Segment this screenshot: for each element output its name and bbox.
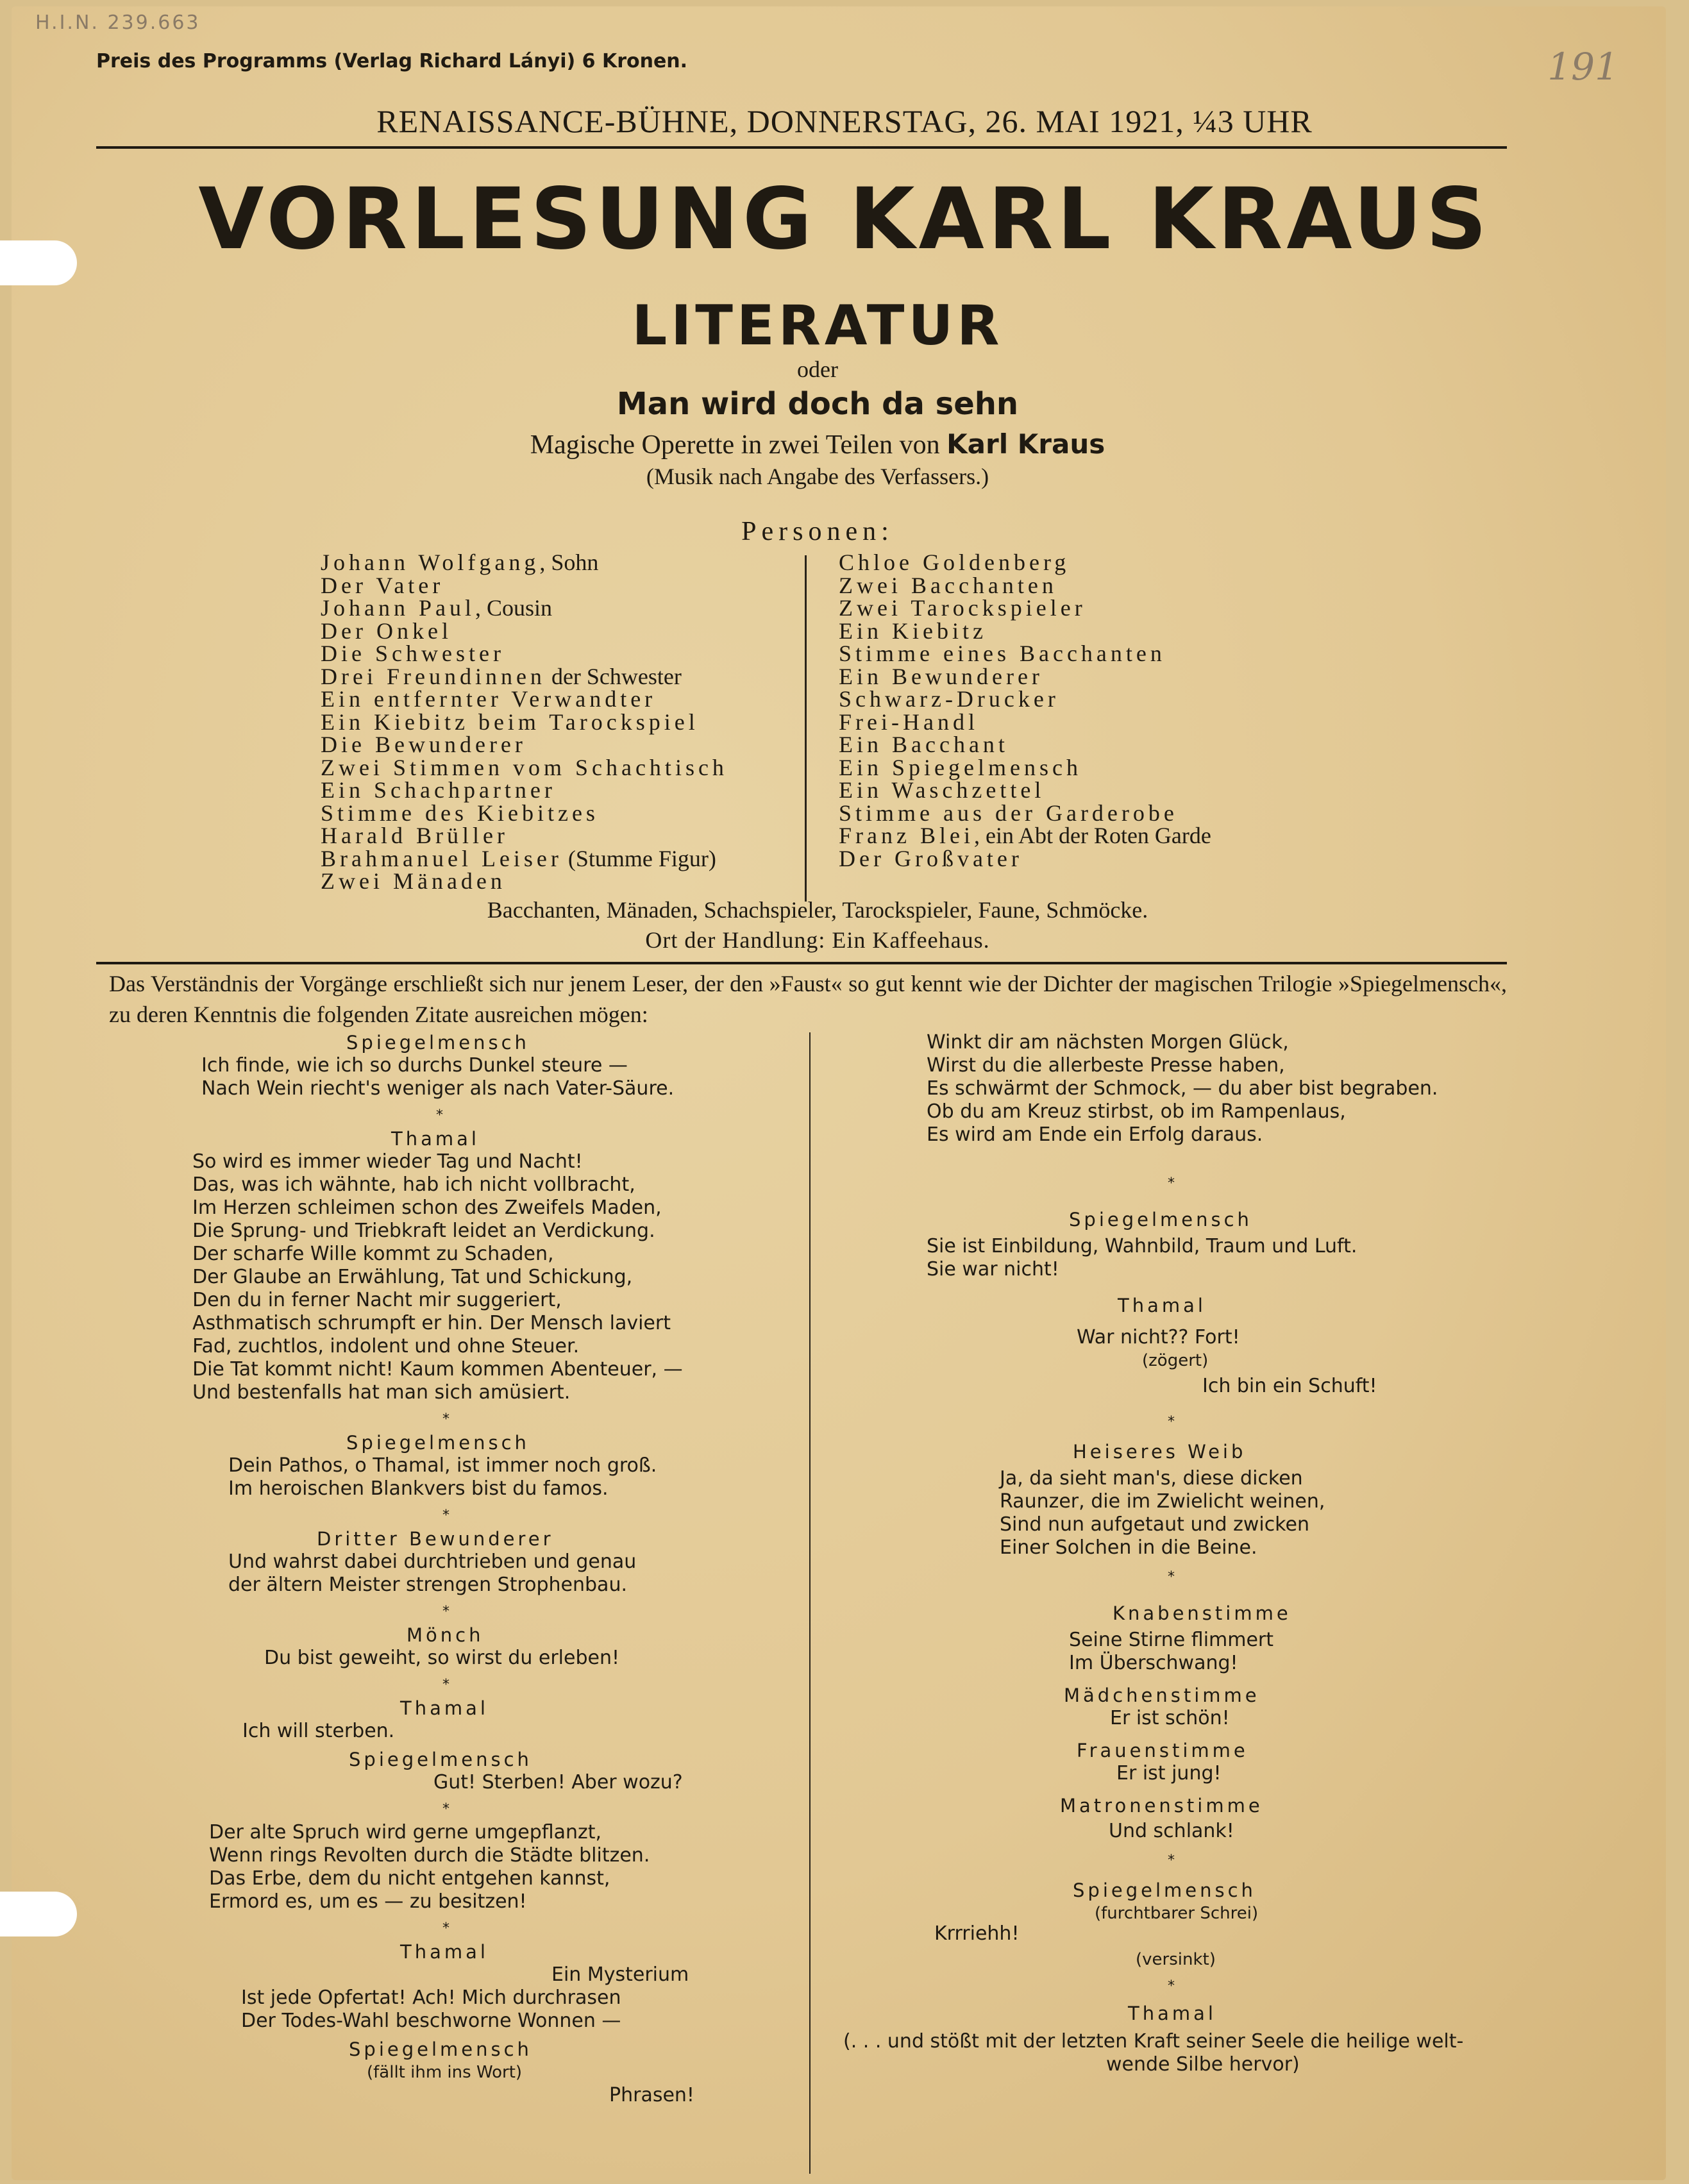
verse-line: Ich bin ein Schuft! [1202,1375,1377,1397]
star-separator: * [442,1801,450,1817]
verse-line: Ermord es, um es — zu besitzen! [209,1890,527,1913]
intro-paragraph: Das Verständnis der Vorgänge erschließt sich nur jenem Leser, der den »Faust« so gut kennt wie der Dichter der magischen Trilogie »Spiegelmensch«, zu deren Kenntnis die folgenden Zitate ausreichen mögen: [109,971,1507,1027]
cast-member [839,845,1211,871]
verse-fragment: wende Silbe hervor) [1106,2053,1300,2076]
column-divider [809,1032,811,2174]
cast-member-name: Stimme des Kiebitzes [321,800,599,826]
speaker: Thamal [1118,1295,1206,1316]
verse-line: Der scharfe Wille kommt zu Schaden, [192,1243,554,1265]
price-line: Preis des Programms (Verlag Richard Lányi) 6 Kronen. [96,50,688,72]
cast-member [839,688,1211,711]
cast-member [321,825,728,848]
stage-direction: (furchtbarer Schrei) [1095,1904,1259,1923]
cast-member-name: Der Großvater [839,845,1023,871]
verse-line: Das, was ich wähnte, hab ich nicht vollbracht, [192,1173,635,1196]
stage-direction: (versinkt) [1136,1950,1216,1969]
cast-member-name: Ein Bacchant [839,732,1009,757]
verse-line: Wenn rings Revolten durch die Städte blitzen. [209,1844,650,1867]
verse-line: Im heroischen Blankvers bist du famos. [228,1477,609,1500]
speaker: Spiegelmensch [1073,1879,1256,1901]
cast-member-name: Ein entfernter Verwandter [321,686,657,712]
verse-line: der ältern Meister strengen Strophenbau. [228,1574,627,1596]
verse-line: Ein Mysterium [551,1963,689,1986]
cast-member [321,663,728,689]
cast-divider [805,555,807,902]
cast-member [321,688,728,711]
star-separator: * [442,1508,450,1524]
stage-direction: (. . . und stößt mit der letzten Kraft seiner Seele die heilige welt- [843,2030,1464,2053]
venue-line: RENAISSANCE-BÜHNE, DONNERSTAG, 26. MAI 1921, ¼3 UHR [376,103,1313,139]
cast-member [321,597,728,620]
binder-hole [0,1892,77,1936]
star-separator: * [442,1411,450,1427]
cast-member [321,870,728,893]
speaker: Spiegelmensch [1069,1209,1252,1231]
verse-line: Dein Pathos, o Thamal, ist immer noch groß. [228,1454,657,1477]
cast-member [321,734,728,757]
cast-member-name: Schwarz-Drucker [839,686,1059,712]
verse-line: Du bist geweiht, so wirst du erleben! [264,1647,620,1669]
verse-line: Er ist schön! [1110,1707,1230,1729]
verse-line: Fad, zuchtlos, indolent und ohne Steuer. [192,1335,580,1357]
main-title: VORLESUNG KARL KRAUS [198,170,1491,269]
cast-member [321,711,728,734]
speaker: Knabenstimme [1113,1602,1291,1624]
cast-member [839,779,1211,802]
cast-member-name: Drei Freundinnen [321,663,546,689]
stage-direction: (zögert) [1142,1351,1209,1370]
cast-member-name: Zwei Tarockspieler [839,595,1086,621]
verse-line: Und bestenfalls hat man sich amüsiert. [192,1381,571,1404]
work-title: LITERATUR [632,294,1004,358]
music-note: (Musik nach Angabe des Verfassers.) [646,464,989,489]
verse-line: Ich finde, wie ich so durchs Dunkel steure — [201,1054,628,1077]
verse-line: Er ist jung! [1116,1762,1222,1785]
verse-line: Es wird am Ende ein Erfolg daraus. [927,1123,1263,1146]
speaker: Matronenstimme [1060,1795,1263,1817]
verse-fragment: Phrasen! [609,2084,694,2106]
cast-member [839,663,1211,689]
verse-line: Der Glaube an Erwählung, Tat und Schickung, [192,1266,633,1288]
verse-line: Ja, da sieht man's, diese dicken [1000,1467,1303,1490]
cast-member-name: Der Vater [321,572,444,598]
right-column [843,1031,1464,2076]
verse-line: Ich will sterben. [242,1720,395,1742]
star-separator: * [1168,1569,1175,1585]
cast-member [321,572,728,598]
top-rule [96,146,1507,149]
binder-hole [0,240,77,285]
speaker: Spiegelmensch [346,1432,530,1454]
verse-line: Den du in ferner Nacht mir suggeriert, [192,1289,562,1311]
cast-member-note: , Cousin [475,595,553,621]
star-separator: * [1168,1852,1175,1869]
verse-line: Und schlank! [1109,1820,1234,1842]
verse-line: Asthmatisch schrumpft er hin. Der Mensch laviert [192,1312,671,1334]
middle-rule [96,962,1507,964]
cast-member [321,617,728,644]
cast-member [839,754,1211,780]
personen-heading: Personen: [741,517,894,546]
star-separator: * [442,1920,450,1936]
cast-member-name: Johann Paul [321,595,475,621]
cast-member-name: Frei-Handl [839,709,979,735]
verse-line: Ob du am Kreuz stirbst, ob im Rampenlaus, [927,1100,1346,1123]
genre-text: Magische Operette in zwei Teilen von [530,430,940,460]
cast-list-right [839,551,1211,870]
place-line: Ort der Handlung: Ein Kaffeehaus. [645,927,990,953]
cast-member [839,734,1211,757]
cast-member-name: Stimme eines Bacchanten [839,641,1166,666]
cast-member-name: Ein Waschzettel [839,777,1045,803]
cast-member-name: Harald Brüller [321,823,508,848]
verse-line: Winkt dir am nächsten Morgen Glück, [927,1031,1289,1054]
extras-line: Bacchanten, Mänaden, Schachspieler, Tarockspieler, Faune, Schmöcke. [487,897,1148,923]
speaker: Spiegelmensch [346,1032,530,1054]
cast-member [839,711,1211,734]
speaker: Dritter Bewunderer [317,1528,554,1550]
verse-line: Es schwärmt der Schmock, — du aber bist begraben. [927,1077,1438,1100]
cast-member-name: Brahmanuel Leiser [321,845,562,871]
star-separator: * [1168,1414,1175,1430]
cast-member-name: Ein Spiegelmensch [839,754,1082,780]
cast-member-note: der Schwester [545,663,682,689]
cast-member-note: , ein Abt der Roten Garde [973,823,1211,848]
verse-line: Einer Solchen in die Beine. [1000,1536,1257,1559]
speaker: Spiegelmensch [349,2038,532,2060]
cast-member [839,551,1211,575]
subtitle: Man wird doch da sehn [616,386,1019,422]
left-column [192,1031,694,2107]
verse-line: So wird es immer wieder Tag und Nacht! [192,1150,583,1173]
cast-member [839,802,1211,825]
cast-member-name: Die Bewunderer [321,732,526,757]
cast-list-left [321,551,728,893]
verse-line: Die Sprung- und Triebkraft leidet an Verdickung. [192,1220,655,1242]
verse-line: Im Überschwang! [1069,1652,1238,1674]
cast-member [839,572,1211,598]
cast-member [321,845,728,871]
star-separator: * [436,1107,443,1123]
cast-member [839,617,1211,644]
speaker: Mädchenstimme [1064,1684,1260,1706]
verse-line: Nach Wein riecht's weniger als nach Vater-Säure. [201,1077,675,1100]
cast-member-name: Chloe Goldenberg [839,550,1070,575]
cast-member-name: Ein Schachpartner [321,777,556,803]
verse-line: Krrriehh! [934,1922,1020,1945]
verse-line: Seine Stirne flimmert [1069,1629,1274,1651]
cast-member-name: Zwei Bacchanten [839,572,1057,598]
verse-line: Raunzer, die im Zwielicht weinen, [1000,1490,1325,1513]
cast-member-name: Zwei Mänaden [321,868,506,894]
cast-member-name: Ein Kiebitz [839,617,987,644]
verse-line: Im Herzen schleimen schon des Zweifels Maden, [192,1197,662,1219]
cast-member [839,597,1211,620]
verse-line: Und wahrst dabei durchtrieben und genau [228,1550,637,1573]
speaker: Thamal [400,1941,489,1963]
cast-member [321,551,728,575]
genre-line [0,428,1635,460]
speaker: Thamal [391,1128,480,1150]
cast-member [839,643,1211,666]
cast-member-name: Zwei Stimmen vom Schachtisch [321,754,728,780]
speaker: Thamal [400,1697,489,1719]
verse-line: War nicht?? Fort! [1077,1326,1240,1348]
cast-member-name: Ein Bewunderer [839,663,1043,689]
stage-direction: (fällt ihm ins Wort) [367,2063,523,2082]
speaker: Heiseres Weib [1073,1441,1247,1463]
cast-member [321,779,728,802]
cast-member-name: Ein Kiebitz beim Tarockspiel [321,709,699,735]
verse-line: Das Erbe, dem du nicht entgehen kannst, [209,1867,610,1890]
author-name: Karl Kraus [946,428,1105,460]
verse-line: Sie war nicht! [927,1258,1059,1281]
verse-line: Der alte Spruch wird gerne umgepflanzt, [209,1821,602,1844]
verse-line: Die Tat kommt nicht! Kaum kommen Abenteuer, — [192,1358,683,1381]
archive-number: H.I.N. 239.663 [35,12,201,34]
cast-member-name: Stimme aus der Garderobe [839,800,1178,826]
cast-member [321,643,728,666]
star-separator: * [442,1604,450,1620]
star-separator: * [442,1677,450,1693]
star-separator: * [1168,1175,1175,1191]
cast-member-note: (Stumme Figur) [562,845,716,871]
cast-member [839,825,1211,848]
verse-line: Der Todes-Wahl beschworne Wonnen — [241,2010,621,2032]
speaker: Mönch [407,1624,484,1646]
cast-member-note: , Sohn [539,550,599,575]
verse-line: Sind nun aufgetaut und zwicken [1000,1513,1309,1536]
cast-member [321,754,728,780]
cast-member-name: Johann Wolfgang [321,550,540,575]
page-number: 191 [1547,45,1618,88]
verse-line: Gut! Sterben! Aber wozu? [433,1771,683,1793]
cast-member-name: Die Schwester [321,641,505,666]
speaker: Thamal [1128,2003,1216,2024]
verse-line: Ist jede Opfertat! Ach! Mich durchrasen [241,1987,621,2009]
speaker: Frauenstimme [1077,1740,1248,1761]
verse-line: Sie ist Einbildung, Wahnbild, Traum und Luft. [927,1235,1357,1257]
star-separator: * [1168,1978,1175,1994]
speaker: Spiegelmensch [349,1749,532,1770]
verse-line: Wirst du die allerbeste Presse haben, [927,1054,1285,1077]
cast-member [321,802,728,825]
cast-member-name: Franz Blei [839,823,974,848]
oder-text: oder [797,357,838,382]
cast-member-name: Der Onkel [321,617,452,644]
